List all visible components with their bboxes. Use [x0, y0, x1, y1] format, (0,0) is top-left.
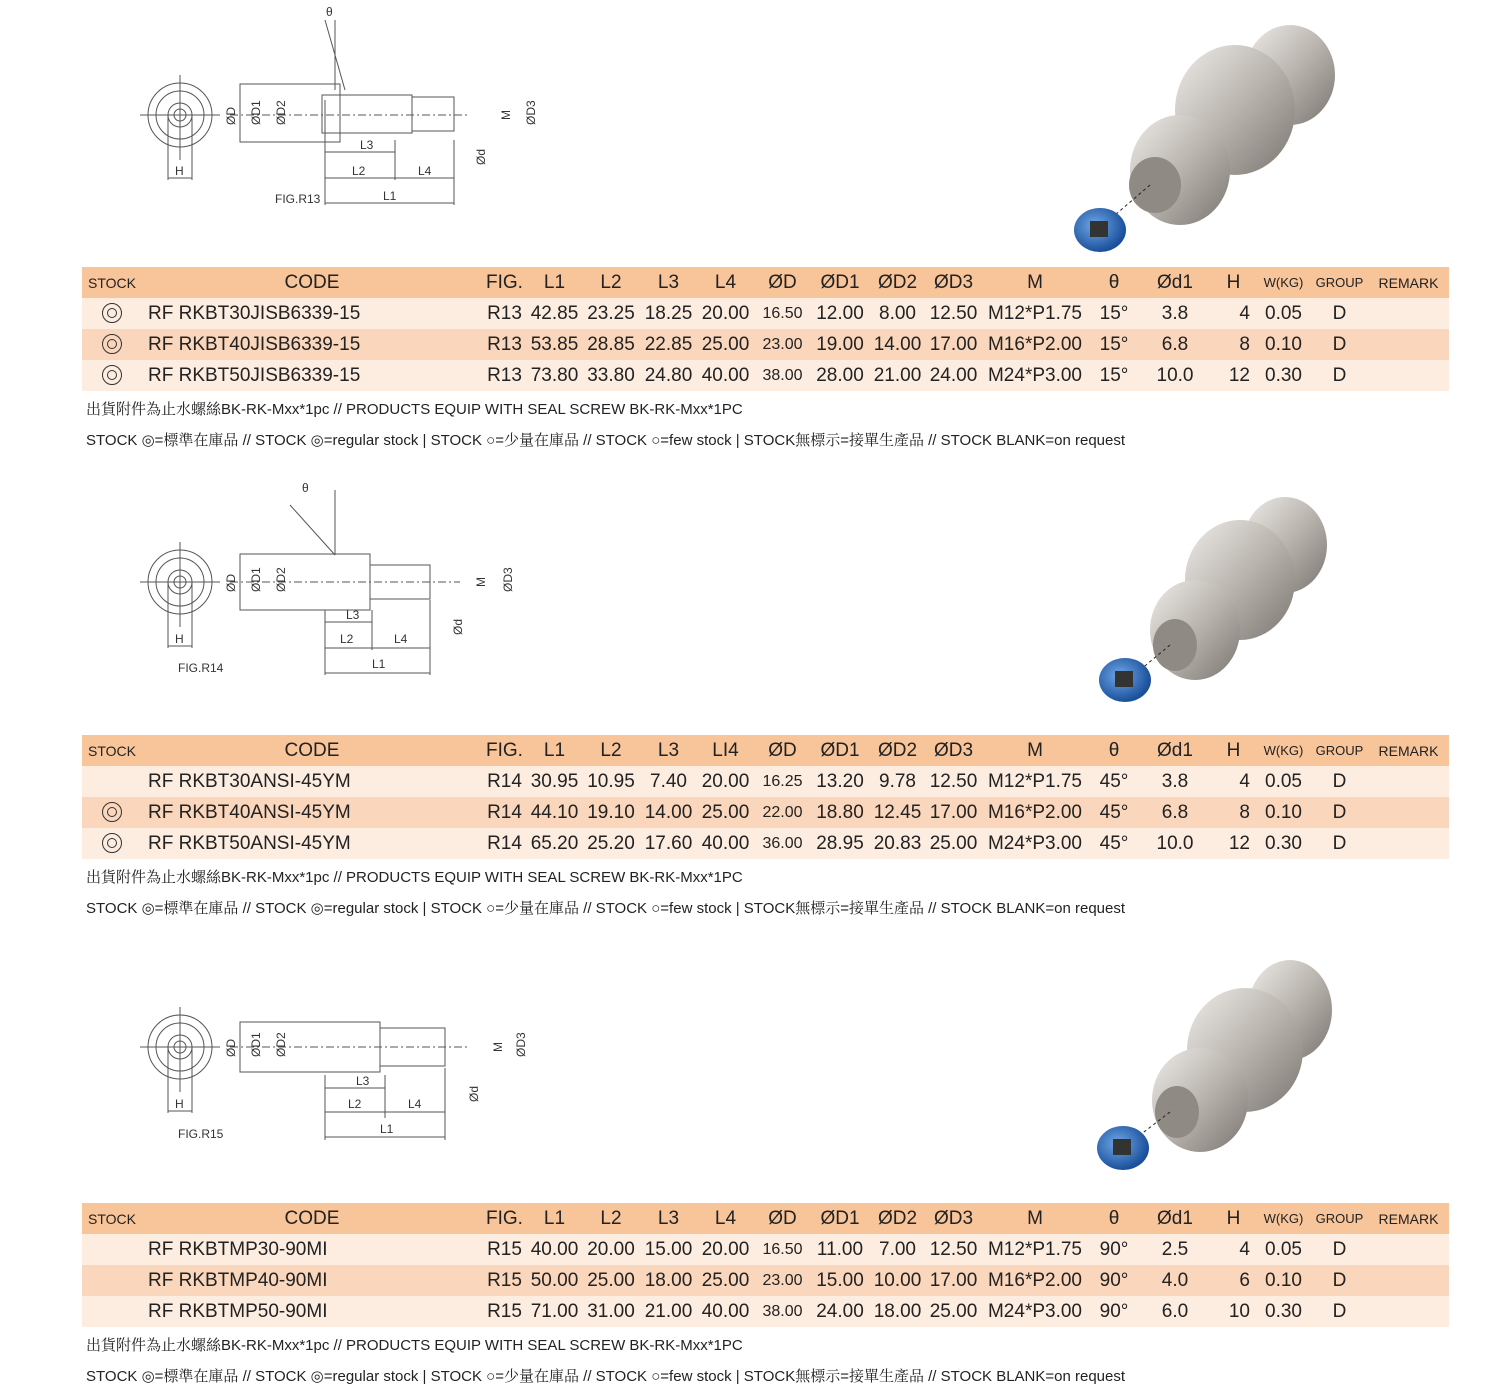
col-stock: STOCK: [82, 1203, 142, 1234]
l1-cell: 53.85: [527, 329, 582, 360]
col-l3: L3: [640, 1203, 697, 1234]
col-remark: REMARK: [1368, 1203, 1449, 1234]
col-m: M: [981, 267, 1089, 298]
col-l3: L3: [640, 267, 697, 298]
col-od3: ØD3: [926, 1203, 981, 1234]
od-cell: 36.00: [754, 828, 811, 859]
stock-cell: [82, 329, 142, 360]
l3-cell: 17.60: [640, 828, 697, 859]
table-row: [82, 1265, 1449, 1296]
fig-cell: R13: [482, 329, 527, 360]
fig-cell: R13: [482, 298, 527, 329]
h-cell: 4: [1211, 1234, 1256, 1265]
group-cell: D: [1311, 797, 1368, 828]
h-cell: 8: [1211, 797, 1256, 828]
theta-label: θ: [326, 5, 333, 19]
technical-drawing-r14: [140, 470, 560, 685]
col-h: H: [1211, 1203, 1256, 1234]
col-od1: ØD1: [811, 1203, 869, 1234]
group-cell: D: [1311, 828, 1368, 859]
col-theta: θ: [1089, 1203, 1139, 1234]
theta-cell: 90°: [1089, 1265, 1139, 1296]
m-cell: M12*P1.75: [981, 1234, 1089, 1265]
od-cell: 23.00: [754, 329, 811, 360]
col-code: CODE: [142, 1203, 482, 1234]
m-cell: M24*P3.00: [981, 360, 1089, 391]
stock-cell: [82, 298, 142, 329]
dim-h: H: [175, 1097, 184, 1111]
col-l4: LI4: [697, 735, 754, 766]
od2-cell: 18.00: [869, 1296, 926, 1327]
retention-knob-render-r13: [1060, 15, 1350, 255]
fig-cell: R15: [482, 1296, 527, 1327]
l3-cell: 18.00: [640, 1265, 697, 1296]
stock-legend-note: STOCK ◎=標準在庫品 // STOCK ◎=regular stock | STOCK ○=少量在庫品 // STOCK ○=few stock | STOCK無標示=接單生產品 // STOCK BLANK=on request: [86, 900, 1126, 917]
theta-cell: 45°: [1089, 797, 1139, 828]
od3-cell: 17.00: [926, 797, 981, 828]
spec-table-r14: [82, 735, 1449, 859]
l1-cell: 71.00: [527, 1296, 582, 1327]
dim-l4: L4: [418, 164, 432, 178]
l3-cell: 7.40: [640, 766, 697, 797]
weight-cell: 0.10: [1256, 797, 1311, 828]
theta-cell: 15°: [1089, 298, 1139, 329]
group-cell: D: [1311, 766, 1368, 797]
col-od3: ØD3: [926, 735, 981, 766]
od-cell: 16.25: [754, 766, 811, 797]
od3-cell: 25.00: [926, 828, 981, 859]
fig-cell: R14: [482, 828, 527, 859]
od2-cell: 8.00: [869, 298, 926, 329]
od2-cell: 9.78: [869, 766, 926, 797]
equip-note: 出貨附件為止水螺絲BK-RK-Mxx*1pc // PRODUCTS EQUIP WITH SEAL SCREW BK-RK-Mxx*1PC: [86, 401, 743, 418]
d1-cell: 10.0: [1139, 828, 1211, 859]
l1-cell: 44.10: [527, 797, 582, 828]
dim-h: H: [175, 632, 184, 646]
d1-cell: 6.8: [1139, 797, 1211, 828]
col-weight: W(KG): [1256, 1203, 1311, 1234]
m-cell: M12*P1.75: [981, 766, 1089, 797]
remark-cell: [1368, 766, 1449, 797]
od1-cell: 24.00: [811, 1296, 869, 1327]
code-cell: RF RKBT50JISB6339-15: [142, 360, 482, 391]
d1-cell: 3.8: [1139, 766, 1211, 797]
dim-l1: L1: [372, 657, 386, 671]
spec-table-r15: [82, 1203, 1449, 1327]
l3-cell: 24.80: [640, 360, 697, 391]
weight-cell: 0.10: [1256, 1265, 1311, 1296]
theta-cell: 90°: [1089, 1234, 1139, 1265]
dim-l3: L3: [346, 608, 360, 622]
od-cell: 22.00: [754, 797, 811, 828]
stock-cell: [82, 1265, 142, 1296]
col-remark: REMARK: [1368, 735, 1449, 766]
col-code: CODE: [142, 735, 482, 766]
fig-label-r13: FIG.R13: [275, 192, 321, 206]
col-theta: θ: [1089, 267, 1139, 298]
d1-cell: 2.5: [1139, 1234, 1211, 1265]
l4-cell: 20.00: [697, 766, 754, 797]
dim-l4: L4: [408, 1097, 422, 1111]
col-stock: STOCK: [82, 267, 142, 298]
l2-cell: 25.20: [582, 828, 640, 859]
code-cell: RF RKBT30JISB6339-15: [142, 298, 482, 329]
col-stock: STOCK: [82, 735, 142, 766]
col-theta: θ: [1089, 735, 1139, 766]
od3-cell: 12.50: [926, 766, 981, 797]
group-cell: D: [1311, 1234, 1368, 1265]
stock-cell: [82, 1234, 142, 1265]
col-od: ØD: [754, 1203, 811, 1234]
col-m: M: [981, 1203, 1089, 1234]
regular-stock-icon: [102, 365, 122, 385]
theta-label: θ: [302, 481, 309, 495]
dim-m: M: [491, 1042, 505, 1052]
remark-cell: [1368, 329, 1449, 360]
group-cell: D: [1311, 1265, 1368, 1296]
h-cell: 12: [1211, 360, 1256, 391]
col-weight: W(KG): [1256, 267, 1311, 298]
dim-d: ØD: [224, 107, 238, 125]
table-row: [82, 360, 1449, 391]
l1-cell: 30.95: [527, 766, 582, 797]
col-od2: ØD2: [869, 735, 926, 766]
dim-d1: ØD1: [249, 1032, 263, 1057]
od3-cell: 12.50: [926, 1234, 981, 1265]
dim-d: ØD: [224, 574, 238, 592]
equip-note: 出貨附件為止水螺絲BK-RK-Mxx*1pc // PRODUCTS EQUIP WITH SEAL SCREW BK-RK-Mxx*1PC: [86, 869, 743, 886]
dim-d: ØD: [224, 1039, 238, 1057]
col-group: GROUP: [1311, 1203, 1368, 1234]
h-cell: 10: [1211, 1296, 1256, 1327]
dim-d2: ØD2: [274, 567, 288, 592]
od1-cell: 28.00: [811, 360, 869, 391]
dim-l2: L2: [348, 1097, 362, 1111]
col-l4: L4: [697, 267, 754, 298]
regular-stock-icon: [102, 833, 122, 853]
l2-cell: 19.10: [582, 797, 640, 828]
l1-cell: 50.00: [527, 1265, 582, 1296]
od-cell: 38.00: [754, 1296, 811, 1327]
col-l2: L2: [582, 267, 640, 298]
code-cell: RF RKBT40ANSI-45YM: [142, 797, 482, 828]
col-od2: ØD2: [869, 267, 926, 298]
od2-cell: 21.00: [869, 360, 926, 391]
fig-label-r14: FIG.R14: [178, 661, 224, 675]
m-cell: M24*P3.00: [981, 1296, 1089, 1327]
d1-cell: 3.8: [1139, 298, 1211, 329]
l3-cell: 22.85: [640, 329, 697, 360]
d1-cell: 4.0: [1139, 1265, 1211, 1296]
stock-cell: [82, 797, 142, 828]
m-cell: M12*P1.75: [981, 298, 1089, 329]
col-weight: W(KG): [1256, 735, 1311, 766]
dim-d2: ØD2: [274, 1032, 288, 1057]
col-l1: L1: [527, 1203, 582, 1234]
dim-l1: L1: [383, 189, 397, 203]
stock-cell: [82, 828, 142, 859]
col-fig: FIG.: [482, 267, 527, 298]
stock-cell: [82, 766, 142, 797]
col-l3: L3: [640, 735, 697, 766]
od1-cell: 19.00: [811, 329, 869, 360]
dim-d3: ØD3: [514, 1032, 528, 1057]
l1-cell: 42.85: [527, 298, 582, 329]
d1-cell: 6.0: [1139, 1296, 1211, 1327]
table-row: [82, 1296, 1449, 1327]
l4-cell: 20.00: [697, 1234, 754, 1265]
dim-l2: L2: [352, 164, 366, 178]
col-l1: L1: [527, 735, 582, 766]
weight-cell: 0.30: [1256, 828, 1311, 859]
od2-cell: 7.00: [869, 1234, 926, 1265]
l3-cell: 14.00: [640, 797, 697, 828]
regular-stock-icon: [102, 802, 122, 822]
l1-cell: 73.80: [527, 360, 582, 391]
col-fig: FIG.: [482, 1203, 527, 1234]
col-l2: L2: [582, 1203, 640, 1234]
equip-note: 出貨附件為止水螺絲BK-RK-Mxx*1pc // PRODUCTS EQUIP WITH SEAL SCREW BK-RK-Mxx*1PC: [86, 1337, 743, 1354]
h-cell: 12: [1211, 828, 1256, 859]
fig-cell: R15: [482, 1234, 527, 1265]
col-h: H: [1211, 735, 1256, 766]
od2-cell: 12.45: [869, 797, 926, 828]
od3-cell: 25.00: [926, 1296, 981, 1327]
col-od3: ØD3: [926, 267, 981, 298]
l1-cell: 65.20: [527, 828, 582, 859]
l3-cell: 15.00: [640, 1234, 697, 1265]
dim-d1: ØD1: [249, 100, 263, 125]
stock-legend-note: STOCK ◎=標準在庫品 // STOCK ◎=regular stock | STOCK ○=少量在庫品 // STOCK ○=few stock | STOCK無標示=接單生產品 // STOCK BLANK=on request: [86, 432, 1126, 449]
l2-cell: 20.00: [582, 1234, 640, 1265]
l4-cell: 40.00: [697, 360, 754, 391]
od1-cell: 18.80: [811, 797, 869, 828]
remark-cell: [1368, 1265, 1449, 1296]
weight-cell: 0.30: [1256, 360, 1311, 391]
m-cell: M16*P2.00: [981, 329, 1089, 360]
code-cell: RF RKBTMP50-90MI: [142, 1296, 482, 1327]
od1-cell: 12.00: [811, 298, 869, 329]
stock-cell: [82, 360, 142, 391]
weight-cell: 0.30: [1256, 1296, 1311, 1327]
l3-cell: 21.00: [640, 1296, 697, 1327]
table-row: [82, 298, 1449, 329]
od2-cell: 20.83: [869, 828, 926, 859]
theta-cell: 15°: [1089, 329, 1139, 360]
remark-cell: [1368, 360, 1449, 391]
theta-cell: 45°: [1089, 766, 1139, 797]
dim-d2: ØD2: [274, 100, 288, 125]
col-od1: ØD1: [811, 267, 869, 298]
regular-stock-icon: [102, 303, 122, 323]
col-d1: Ød1: [1139, 735, 1211, 766]
weight-cell: 0.05: [1256, 766, 1311, 797]
dim-l1: L1: [380, 1122, 394, 1136]
l1-cell: 40.00: [527, 1234, 582, 1265]
dim-small-d: Ød: [451, 618, 465, 635]
l2-cell: 25.00: [582, 1265, 640, 1296]
od-cell: 23.00: [754, 1265, 811, 1296]
theta-cell: 15°: [1089, 360, 1139, 391]
spec-table-r13: [82, 267, 1449, 391]
group-cell: D: [1311, 298, 1368, 329]
l4-cell: 20.00: [697, 298, 754, 329]
l2-cell: 10.95: [582, 766, 640, 797]
dim-small-d: Ød: [467, 1085, 481, 1102]
od3-cell: 12.50: [926, 298, 981, 329]
remark-cell: [1368, 828, 1449, 859]
col-od1: ØD1: [811, 735, 869, 766]
group-cell: D: [1311, 360, 1368, 391]
od3-cell: 24.00: [926, 360, 981, 391]
group-cell: D: [1311, 1296, 1368, 1327]
col-l2: L2: [582, 735, 640, 766]
theta-cell: 90°: [1089, 1296, 1139, 1327]
h-cell: 8: [1211, 329, 1256, 360]
col-remark: REMARK: [1368, 267, 1449, 298]
od3-cell: 17.00: [926, 1265, 981, 1296]
od1-cell: 15.00: [811, 1265, 869, 1296]
code-cell: RF RKBT30ANSI-45YM: [142, 766, 482, 797]
d1-cell: 6.8: [1139, 329, 1211, 360]
col-d1: Ød1: [1139, 267, 1211, 298]
code-cell: RF RKBT40JISB6339-15: [142, 329, 482, 360]
od-cell: 16.50: [754, 1234, 811, 1265]
dim-d3: ØD3: [501, 567, 515, 592]
l3-cell: 18.25: [640, 298, 697, 329]
retention-knob-render-r15: [1085, 950, 1345, 1175]
col-od: ØD: [754, 267, 811, 298]
od1-cell: 28.95: [811, 828, 869, 859]
technical-drawing-r13: [140, 0, 560, 215]
l2-cell: 31.00: [582, 1296, 640, 1327]
stock-legend-note: STOCK ◎=標準在庫品 // STOCK ◎=regular stock | STOCK ○=少量在庫品 // STOCK ○=few stock | STOCK無標示=接單生產品 // STOCK BLANK=on request: [86, 1368, 1126, 1385]
h-cell: 4: [1211, 298, 1256, 329]
fig-cell: R13: [482, 360, 527, 391]
dim-small-d: Ød: [474, 148, 488, 165]
od-cell: 16.50: [754, 298, 811, 329]
group-cell: D: [1311, 329, 1368, 360]
od-cell: 38.00: [754, 360, 811, 391]
fig-cell: R14: [482, 766, 527, 797]
dim-d1: ØD1: [249, 567, 263, 592]
col-od: ØD: [754, 735, 811, 766]
dim-l2: L2: [340, 632, 354, 646]
h-cell: 4: [1211, 766, 1256, 797]
remark-cell: [1368, 298, 1449, 329]
stock-cell: [82, 1296, 142, 1327]
dim-m: M: [474, 577, 488, 587]
l4-cell: 25.00: [697, 797, 754, 828]
l2-cell: 33.80: [582, 360, 640, 391]
col-l1: L1: [527, 267, 582, 298]
fig-cell: R15: [482, 1265, 527, 1296]
col-od2: ØD2: [869, 1203, 926, 1234]
weight-cell: 0.10: [1256, 329, 1311, 360]
code-cell: RF RKBTMP30-90MI: [142, 1234, 482, 1265]
dim-l4: L4: [394, 632, 408, 646]
l4-cell: 25.00: [697, 329, 754, 360]
l4-cell: 25.00: [697, 1265, 754, 1296]
dim-l3: L3: [360, 138, 374, 152]
m-cell: M16*P2.00: [981, 1265, 1089, 1296]
retention-knob-render-r14: [1085, 485, 1345, 705]
l4-cell: 40.00: [697, 1296, 754, 1327]
od1-cell: 13.20: [811, 766, 869, 797]
col-m: M: [981, 735, 1089, 766]
col-d1: Ød1: [1139, 1203, 1211, 1234]
table-row: [82, 329, 1449, 360]
weight-cell: 0.05: [1256, 1234, 1311, 1265]
table-row: [82, 1234, 1449, 1265]
m-cell: M24*P3.00: [981, 828, 1089, 859]
od3-cell: 17.00: [926, 329, 981, 360]
dim-d3: ØD3: [524, 100, 538, 125]
table-row: [82, 766, 1449, 797]
table-row: [82, 828, 1449, 859]
col-group: GROUP: [1311, 735, 1368, 766]
col-fig: FIG.: [482, 735, 527, 766]
m-cell: M16*P2.00: [981, 797, 1089, 828]
code-cell: RF RKBT50ANSI-45YM: [142, 828, 482, 859]
remark-cell: [1368, 1296, 1449, 1327]
l2-cell: 28.85: [582, 329, 640, 360]
remark-cell: [1368, 1234, 1449, 1265]
dim-l3: L3: [356, 1074, 370, 1088]
theta-cell: 45°: [1089, 828, 1139, 859]
remark-cell: [1368, 797, 1449, 828]
dim-m: M: [499, 110, 513, 120]
fig-cell: R14: [482, 797, 527, 828]
od1-cell: 11.00: [811, 1234, 869, 1265]
table-row: [82, 797, 1449, 828]
technical-drawing-r15: [140, 940, 560, 1155]
l4-cell: 40.00: [697, 828, 754, 859]
od2-cell: 10.00: [869, 1265, 926, 1296]
od2-cell: 14.00: [869, 329, 926, 360]
d1-cell: 10.0: [1139, 360, 1211, 391]
col-code: CODE: [142, 267, 482, 298]
col-h: H: [1211, 267, 1256, 298]
h-cell: 6: [1211, 1265, 1256, 1296]
col-l4: L4: [697, 1203, 754, 1234]
fig-label-r15: FIG.R15: [178, 1127, 224, 1141]
l2-cell: 23.25: [582, 298, 640, 329]
col-group: GROUP: [1311, 267, 1368, 298]
weight-cell: 0.05: [1256, 298, 1311, 329]
code-cell: RF RKBTMP40-90MI: [142, 1265, 482, 1296]
dim-h: H: [175, 164, 184, 178]
regular-stock-icon: [102, 334, 122, 354]
